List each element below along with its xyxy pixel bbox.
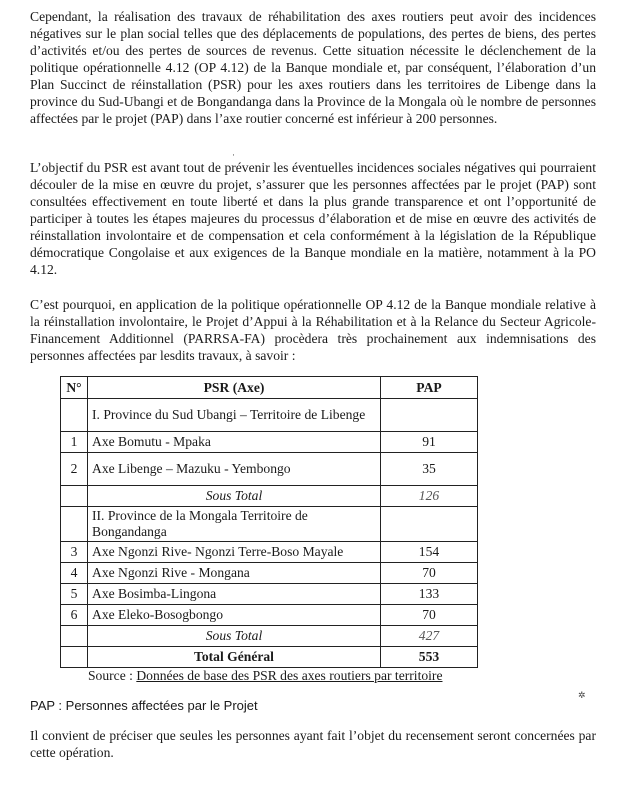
pap-legend: PAP : Personnes affectées par le Projet [30,698,258,713]
table-header-row [61,377,478,399]
pap-table [60,376,478,668]
section-row-sud-ubangi [61,399,478,432]
row-num: 6 [61,605,88,626]
row-num: 5 [61,584,88,605]
header-pap: PAP [381,377,478,399]
scan-speck: ✲ [578,690,586,700]
paragraph-objectif: L’objectif du PSR est avant tout de prévenir les éventuelles incidences sociales négatives qui pourraient découler de la mise en œuvre du projet, s’assurer que les personnes affectées par le projet (PAP) sont consultées effectivement en toute liberté et dans la plus grande transparence et ont l’opportunité de participer à toutes les étapes majeures du processus d’élaboration et de mise en œuvre des activités de réinstallation involontaire et de compensation et cela conformément à la législation de la République démocratique Congolaise et aux exigences de la Banque mondiale en la matière, notamment à la PO 4.12. [30,160,596,277]
total-value: 553 [381,647,478,668]
row-axe: Axe Bosimba-Lingona [88,584,381,605]
paragraph-application: C’est pourquoi, en application de la politique opérationnelle OP 4.12 de la Banque mondiale relative à la réinstallation involontaire, le Projet d’Appui à la Réhabilitation et à la Relance du Secteur Agricole- Financement Additionnel (PARRSA-FA) procèdera très prochainement aux indemnisations des personnes affectées par lesdits travaux, à savoir : [30,297,596,363]
row-num: 2 [61,453,88,486]
subtotal-row [61,486,478,507]
paragraph-incidences: Cependant, la réalisation des travaux de réhabilitation des axes routiers peut avoir des incidences négatives sur le plan social telles que des déplacements de populations, des pertes de biens, des pertes d’activités et/ou des pertes de sources de revenus. Cette situation nécessite le déclenchement de la politique opérationnelle 4.12 (OP 4.12) de la Banque mondiale et, par conséquent, l’élaboration d’un Plan Succinct de réinstallation (PSR) pour les axes routiers dans les territoires de Libenge dans la province du Sud-Ubangi et de Bongandanga dans la Province de la Mongala où le nombre de personnes affectées par le projet (PAP) dans l’axe routier concerné est inférieur à 200 personnes. [30,9,596,126]
table-source [88,668,596,684]
row-num: 1 [61,432,88,453]
row-pap: 70 [381,605,478,626]
table-row [61,432,478,453]
header-axe: PSR (Axe) [88,377,381,399]
row-axe: Axe Libenge – Mazuku - Yembongo [88,453,381,486]
subtotal-value: 427 [381,626,478,647]
table-row [61,453,478,486]
table-row [61,605,478,626]
subtotal-value: 126 [381,486,478,507]
table-row [61,563,478,584]
subtotal-label: Sous Total [88,626,381,647]
row-pap: 133 [381,584,478,605]
paragraph-recensement: Il convient de préciser que seules les personnes ayant fait l’objet du recensement seront concernées par cette opération. [30,728,596,760]
row-axe: Axe Ngonzi Rive- Ngonzi Terre-Boso Mayale [88,542,381,563]
row-axe: Axe Bomutu - Mpaka [88,432,381,453]
row-pap: 154 [381,542,478,563]
row-pap: 35 [381,453,478,486]
section-label: I. Province du Sud Ubangi – Territoire de Libenge [88,399,381,432]
source-text: Données de base des PSR des axes routiers par territoire [136,668,443,683]
subtotal-label: Sous Total [88,486,381,507]
table-row [61,584,478,605]
source-prefix: Source : [88,668,137,683]
row-num: 3 [61,542,88,563]
subtotal-row [61,626,478,647]
total-row [61,647,478,668]
total-label: Total Général [88,647,381,668]
section-row-mongala [61,507,478,542]
section-label: II. Province de la Mongala Territoire de Bongandanga [88,507,381,542]
row-num: 4 [61,563,88,584]
row-axe: Axe Eleko-Bosogbongo [88,605,381,626]
header-num: N° [61,377,88,399]
scan-speck: · [232,150,235,160]
row-pap: 70 [381,563,478,584]
row-pap: 91 [381,432,478,453]
row-axe: Axe Ngonzi Rive - Mongana [88,563,381,584]
table-row [61,542,478,563]
